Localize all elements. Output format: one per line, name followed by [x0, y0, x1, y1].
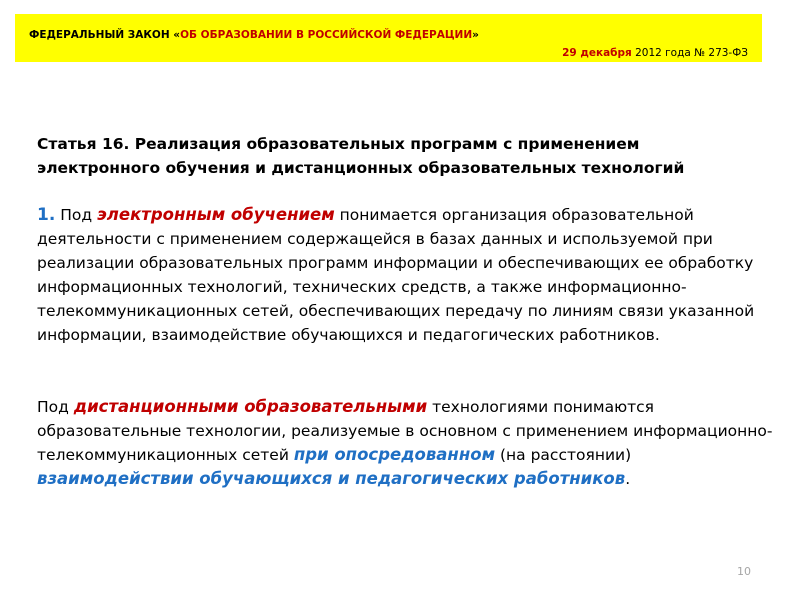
p2-before-term: Под	[37, 398, 74, 416]
law-date-day: 29 декабря	[562, 47, 632, 59]
law-banner	[15, 14, 762, 62]
term-mediated: при опосредованном	[293, 445, 496, 464]
paragraph-number: 1.	[37, 205, 56, 225]
law-year-number: 2012 года № 273-ФЗ	[631, 47, 748, 59]
p1-rest: понимается организация образовательной деятельности с применением содержащейся в базах данных и используемой при реализации образовательных программ информации и обеспечивающих ее обработку информационных технологий, технических средств, а также информационно-телекоммуникационных сетей, обеспечивающих передачу по линиям связи указанной информации, взаимодействие обучающихся и педагогических работников.	[37, 206, 755, 344]
paragraph-2	[37, 395, 777, 491]
law-title	[29, 29, 479, 41]
term-distance-educational: дистанционными образовательными	[73, 397, 428, 416]
page-number: 10	[737, 565, 751, 578]
law-date	[562, 47, 748, 59]
p2-middle-2: (на расстоянии)	[495, 446, 632, 464]
law-prefix: ФЕДЕРАЛЬНЫЙ ЗАКОН «	[29, 29, 181, 41]
paragraph-1	[37, 203, 777, 347]
term-electronic-learning: электронным обучением	[97, 205, 335, 224]
article-heading: Статья 16. Реализация образовательных программ с применением электронного обучения и дистанционных образовательных технологий	[37, 135, 685, 177]
p2-end: .	[625, 470, 631, 488]
p2-middle: технологиями понимаются образовательные технологии, реализуемые в основном с применением информационно-телекоммуникационных сетей	[37, 398, 773, 464]
law-suffix: »	[472, 29, 479, 41]
p1-before-term: Под	[55, 206, 98, 224]
law-title-text: ОБ ОБРАЗОВАНИИ В РОССИЙСКОЙ ФЕДЕРАЦИИ	[180, 29, 473, 41]
term-interaction: взаимодействии обучающихся и педагогических работников	[37, 469, 626, 488]
